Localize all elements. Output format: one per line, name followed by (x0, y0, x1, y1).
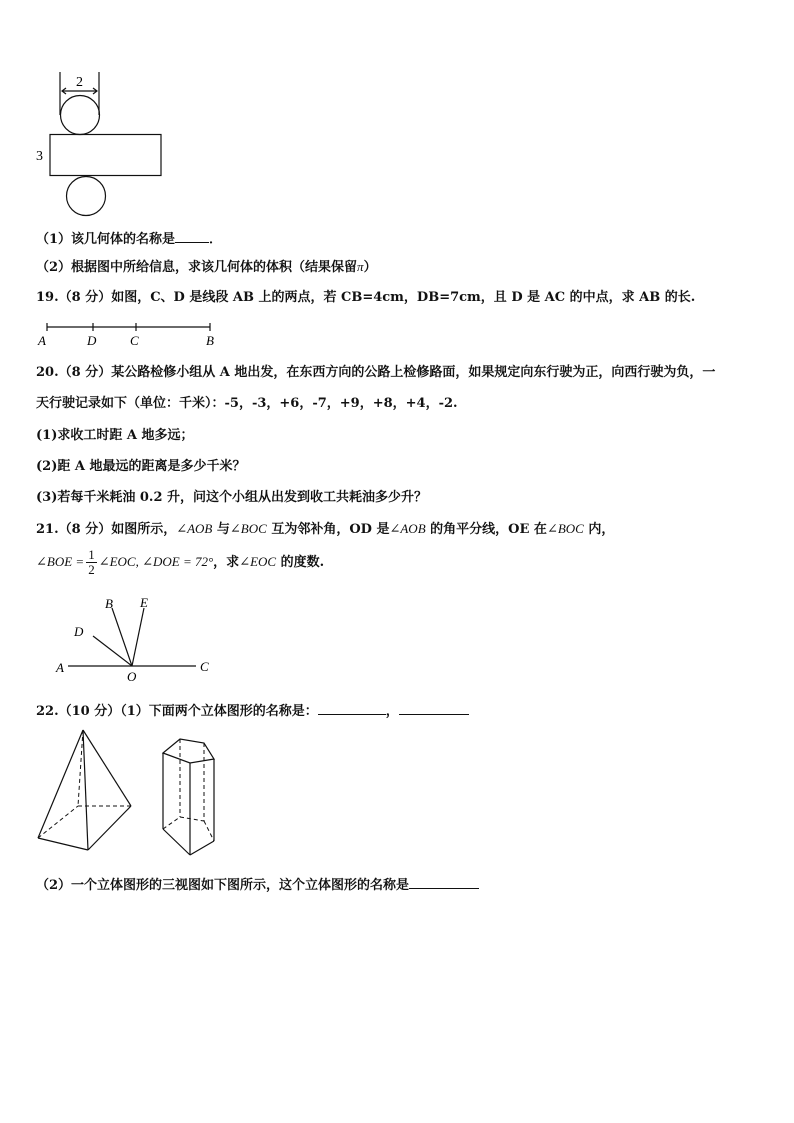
angle-figure (50, 592, 220, 684)
ray-b-label: B (105, 596, 113, 611)
ray-e-label: E (140, 595, 148, 610)
q20-item3: (3)若每千米耗油 0.2 升，问这个小组从出发到收工共耗油多少升？ (36, 490, 428, 505)
q20-item1: (1)求收工时距 A 地多远； (36, 428, 194, 443)
point-a-label: A (38, 333, 46, 348)
point-c-label: C (130, 333, 139, 348)
diameter-label: 2 (76, 75, 83, 90)
point-b-label: B (206, 333, 214, 348)
q20-line1: 20.（8 分）某公路检修小组从 A 地出发，在东西方向的公路上检修路面，如果规定向东行驶为正，向西行驶为负，一 (36, 365, 716, 380)
ray-d-label: D (74, 624, 84, 639)
q18-part2: （2）根据图中所给信息，求该几何体的体积（结果保留π） (36, 259, 377, 275)
fraction-one-half: $\frac{1}{2}$ (88, 547, 95, 577)
q20-line2: 天行驶记录如下（单位：千米）：-5，-3，+6，-7，+9，+8，+4，-2. (36, 396, 458, 411)
answer-blank-1[interactable] (318, 700, 386, 715)
segment-figure (36, 320, 226, 350)
q21-line2: ∠BOE = $\frac{1}{2}$ ∠EOC, ∠DOE = 72°，求∠EOC 的度数. (36, 547, 325, 577)
pentagonal-prism-figure (158, 737, 218, 859)
ray-c-label: C (200, 659, 209, 674)
answer-blank-3[interactable] (409, 874, 479, 889)
height-label: 3 (36, 149, 43, 164)
q22-line2: （2）一个立体图形的三视图如下图所示，这个立体图形的名称是 (36, 874, 479, 895)
pyramid-figure (36, 726, 136, 851)
answer-blank-2[interactable] (399, 700, 469, 715)
vertex-o-label: O (127, 669, 137, 684)
cylinder-net-figure (30, 70, 180, 220)
point-d-label: D (87, 333, 97, 348)
q21-line1: 21.（8 分）如图所示，∠AOB 与∠BOC 互为邻补角，OD 是∠AOB 的角平分线，OE 在∠BOC 内， (36, 521, 615, 537)
q18-part1: （1）该几何体的名称是 ． (36, 228, 222, 249)
q20-item2: (2)距 A 地最远的距离是多少千米？ (36, 459, 246, 474)
q22-line1: 22.（10 分）（1）下面两个立体图形的名称是： ， (36, 700, 469, 721)
ray-a-label: A (56, 660, 64, 675)
q19-text: 19.（8 分）如图，C、D 是线段 AB 上的两点，若 CB=4cm，DB=7cm，且 D 是 AC 的中点，求 AB 的长. (36, 290, 696, 305)
answer-blank[interactable] (175, 228, 209, 243)
